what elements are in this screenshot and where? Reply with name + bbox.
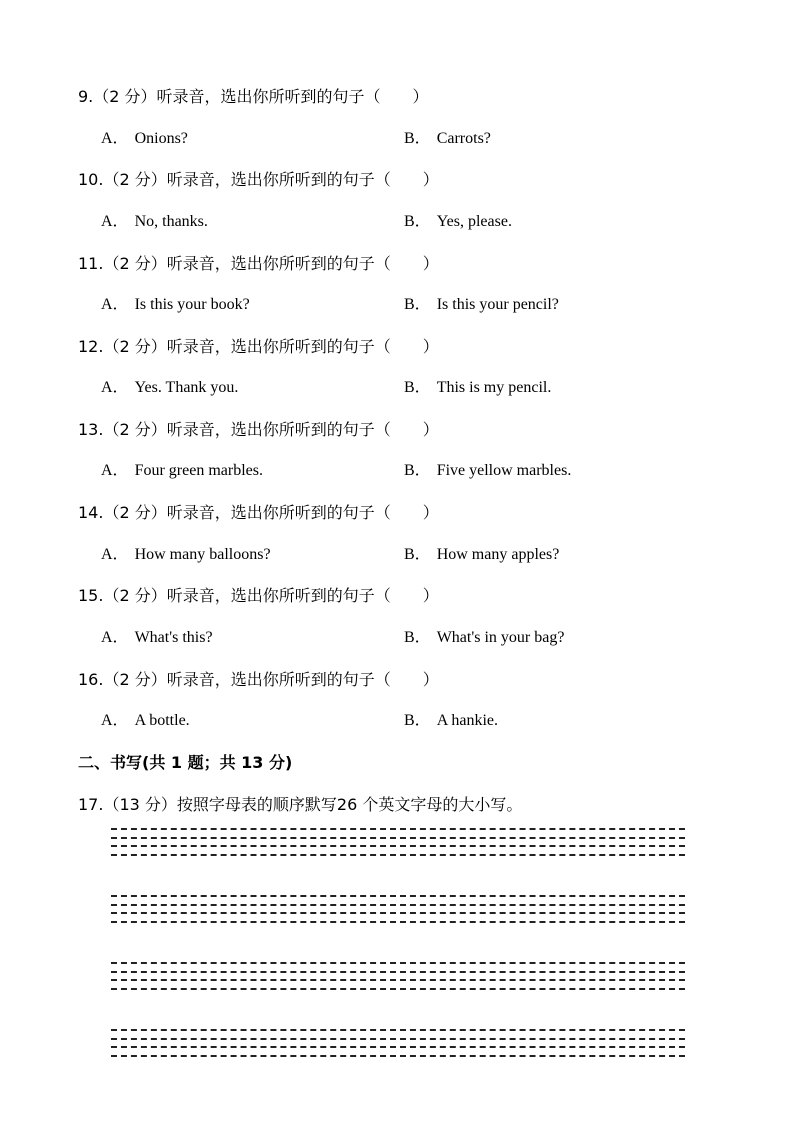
question-9-option-a[interactable] <box>101 129 188 149</box>
writing-line <box>111 921 685 923</box>
question-16-option-a[interactable] <box>101 711 190 731</box>
option-text: This is my pencil. <box>436 379 552 396</box>
writing-grid-4[interactable] <box>111 1029 685 1063</box>
writing-line <box>111 971 685 973</box>
option-letter: A． <box>101 712 129 729</box>
writing-line <box>111 962 685 964</box>
option-letter: A． <box>101 546 129 563</box>
question-11-option-b[interactable] <box>404 295 559 315</box>
writing-line <box>111 904 685 906</box>
option-text: Four green marbles. <box>134 462 263 479</box>
question-14-stem: 14.（2 分）听录音，选出你所听到的句子（ ） <box>78 503 439 522</box>
option-text: Carrots? <box>436 130 491 147</box>
question-17-stem: 17.（13 分）按照字母表的顺序默写26 个英文字母的大小写。 <box>78 795 523 814</box>
option-letter: B． <box>404 629 431 646</box>
question-9-stem: 9.（2 分）听录音，选出你所听到的句子（ ） <box>78 87 429 106</box>
option-letter: A． <box>101 296 129 313</box>
question-11-option-a[interactable] <box>101 295 250 315</box>
option-text: Is this your book? <box>134 296 250 313</box>
option-letter: A． <box>101 629 129 646</box>
writing-line <box>111 1055 685 1057</box>
writing-line <box>111 1038 685 1040</box>
writing-line <box>111 988 685 990</box>
option-text: How many balloons? <box>134 546 271 563</box>
question-12-option-a[interactable] <box>101 378 238 398</box>
question-15-option-a[interactable] <box>101 628 213 648</box>
writing-grid-3[interactable] <box>111 962 685 996</box>
question-15-stem: 15.（2 分）听录音，选出你所听到的句子（ ） <box>78 586 439 605</box>
option-letter: B． <box>404 130 431 147</box>
option-text: A bottle. <box>134 712 190 729</box>
writing-line <box>111 1046 685 1048</box>
question-13-option-b[interactable] <box>404 461 571 481</box>
writing-line <box>111 1029 685 1031</box>
option-text: Yes, please. <box>436 213 512 230</box>
option-letter: A． <box>101 130 129 147</box>
question-12-stem: 12.（2 分）听录音，选出你所听到的句子（ ） <box>78 337 439 356</box>
question-10-option-b[interactable] <box>404 212 512 232</box>
option-letter: B． <box>404 712 431 729</box>
option-text: How many apples? <box>436 546 560 563</box>
option-letter: B． <box>404 546 431 563</box>
writing-line <box>111 912 685 914</box>
option-letter: B． <box>404 379 431 396</box>
option-text: A hankie. <box>436 712 499 729</box>
question-14-option-a[interactable] <box>101 545 271 565</box>
question-12-option-b[interactable] <box>404 378 551 398</box>
option-letter: B． <box>404 296 431 313</box>
question-15-option-b[interactable] <box>404 628 564 648</box>
option-text: Yes. Thank you. <box>134 379 239 396</box>
question-13-option-a[interactable] <box>101 461 263 481</box>
writing-line <box>111 979 685 981</box>
writing-line <box>111 837 685 839</box>
writing-line <box>111 895 685 897</box>
writing-line <box>111 845 685 847</box>
option-letter: B． <box>404 213 431 230</box>
option-letter: B． <box>404 462 431 479</box>
option-letter: A． <box>101 213 129 230</box>
question-10-stem: 10.（2 分）听录音，选出你所听到的句子（ ） <box>78 170 439 189</box>
option-text: What's this? <box>134 629 213 646</box>
question-10-option-a[interactable] <box>101 212 208 232</box>
writing-line <box>111 854 685 856</box>
section-2-title: 二、书写(共 1 题；共 13 分) <box>78 753 293 772</box>
writing-grid-1[interactable] <box>111 828 685 862</box>
question-11-stem: 11.（2 分）听录音，选出你所听到的句子（ ） <box>78 254 439 273</box>
question-9-option-b[interactable] <box>404 129 491 149</box>
writing-grid-2[interactable] <box>111 895 685 929</box>
option-text: What's in your bag? <box>436 629 565 646</box>
option-text: Five yellow marbles. <box>436 462 572 479</box>
option-letter: A． <box>101 379 129 396</box>
question-16-stem: 16.（2 分）听录音，选出你所听到的句子（ ） <box>78 670 439 689</box>
option-text: Onions? <box>134 130 188 147</box>
option-text: No, thanks. <box>134 213 208 230</box>
question-14-option-b[interactable] <box>404 545 559 565</box>
question-13-stem: 13.（2 分）听录音，选出你所听到的句子（ ） <box>78 420 439 439</box>
question-16-option-b[interactable] <box>404 711 498 731</box>
writing-line <box>111 828 685 830</box>
option-text: Is this your pencil? <box>436 296 559 313</box>
option-letter: A． <box>101 462 129 479</box>
